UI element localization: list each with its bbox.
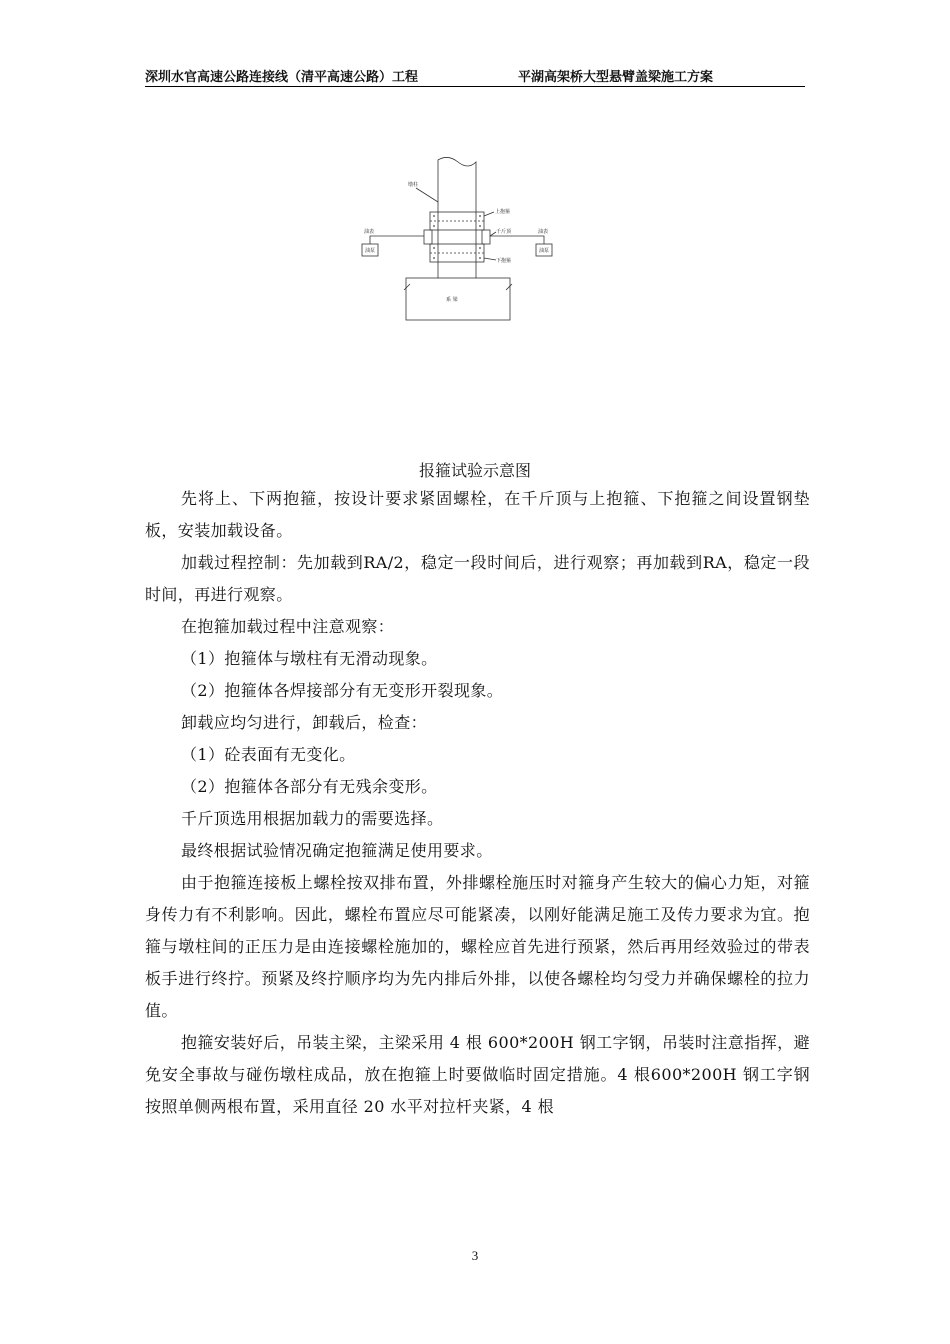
list-item: （2）抱箍体各部分有无残余变形。 [181, 777, 438, 796]
label-oil-pump-left: 油泵 [365, 248, 376, 254]
body-text [145, 483, 810, 1123]
paragraph: 抱箍安装好后，吊装主梁，主梁采用 4 根 600*200H 钢工字钢，吊装时注意指挥，避免安全事故与碰伤墩柱成品，放在抱箍上时要做临时固定措施。4 根600*200H 钢工字钢按照单侧两根布置，采用直径 20 水平对拉杆夹紧，4 根 [145, 1033, 810, 1116]
paragraph: 加载过程控制：先加载到RA/2，稳定一段时间后，进行观察；再加载到RA，稳定一段时间，再进行观察。 [145, 553, 810, 604]
diagram-svg [330, 150, 590, 330]
header-project-title: 深圳水官高速公路连接线（清平高速公路）工程 [145, 70, 419, 85]
header-document-title: 平湖高架桥大型悬臂盖梁施工方案 [518, 70, 714, 85]
paragraph: 由于抱箍连接板上螺栓按双排布置，外排螺栓施压时对箍身产生较大的偏心力矩，对箍身传力有不利影响。因此，螺栓布置应尽可能紧凑，以刚好能满足施工及传力要求为宜。抱箍与墩柱间的正压力是由连接螺栓施加的，螺栓应首先进行预紧，然后再用经效验过的带表板手进行终拧。预紧及终拧顺序均为先内排后外排，以使各螺栓均匀受力并确保螺栓的拉力值。 [145, 873, 810, 1020]
label-pier: 墩柱 [408, 182, 419, 188]
jack-left [424, 230, 432, 244]
page-number: 3 [471, 1248, 479, 1263]
paragraph: 千斤顶选用根据加载力的需要选择。 [181, 809, 444, 828]
jack-right [482, 230, 490, 244]
pier-column [438, 157, 476, 180]
label-oil-gauge-right: 油表 [538, 229, 549, 235]
paragraph: 在抱箍加载过程中注意观察： [181, 617, 395, 636]
label-oil-pump-right: 油泵 [539, 248, 550, 254]
label-tie-beam: 系 梁 [446, 297, 458, 303]
figure-caption: 报箍试验示意图 [418, 461, 531, 480]
label-lower-hoop: 下抱箍 [496, 258, 512, 264]
list-item: （2）抱箍体各焊接部分有无变形开裂现象。 [181, 681, 504, 700]
label-jack: 千斤顶 [496, 229, 512, 235]
tie-beam [406, 278, 510, 320]
paragraph: 最终根据试验情况确定抱箍满足使用要求。 [181, 841, 493, 860]
page-header [145, 64, 805, 87]
label-oil-gauge-left: 油表 [364, 229, 375, 235]
list-item: （1）砼表面有无变化。 [181, 745, 356, 764]
paragraph: 先将上、下两抱箍，按设计要求紧固螺栓，在千斤顶与上抱箍、下抱箍之间设置钢垫板，安装加载设备。 [145, 489, 810, 540]
list-item: （1）抱箍体与墩柱有无滑动现象。 [181, 649, 438, 668]
label-upper-hoop: 上抱箍 [495, 209, 511, 215]
paragraph: 卸载应均匀进行，卸载后，检查： [181, 713, 428, 732]
hoop-test-diagram [330, 150, 590, 330]
